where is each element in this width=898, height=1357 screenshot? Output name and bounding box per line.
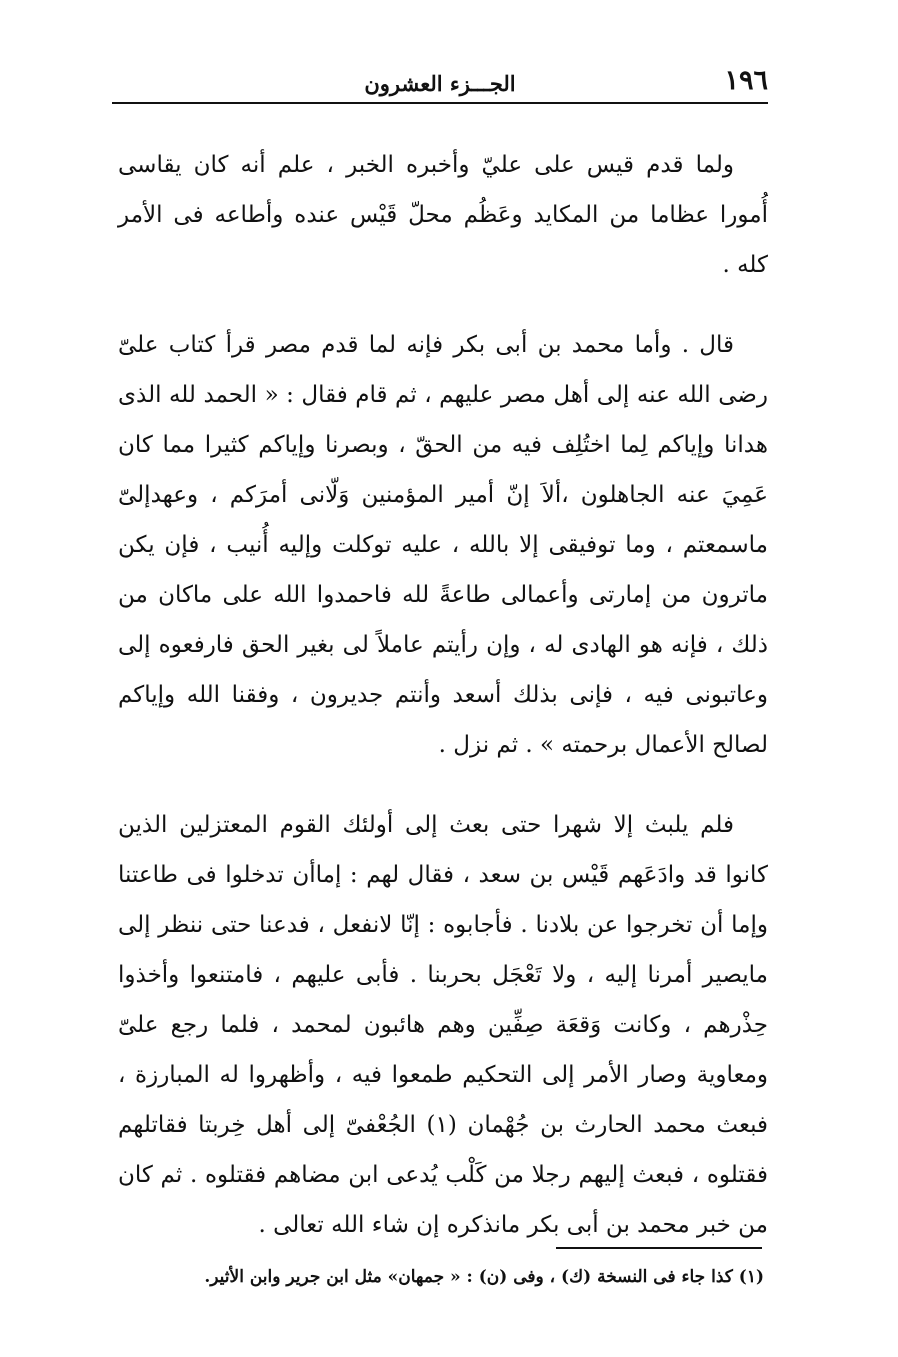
footnote: (١) كذا جاء فى النسخة (ك) ، وفى (ن) : « جمهان» مثل ابن جرير وابن الأثير.	[204, 1267, 764, 1287]
main-text	[118, 140, 768, 1250]
page-header	[112, 62, 768, 104]
running-title: الجـــزء العشرون	[364, 71, 516, 96]
paragraph-1: ولما قدم قيس على عليّ وأخبره الخبر ، علم أنه كان يقاسى أُمورا عظاما من المكايد وعَظُم محلّ قَيْس عنده وأطاعه فى الأمر كله .	[118, 152, 768, 278]
paragraph-3: فلم يلبث إلا شهرا حتى بعث إلى أولئك القوم المعتزلين الذين كانوا قد وادَعَهم قَيْس بن سعد ، فقال لهم : إماأن تدخلوا فى طاعتنا وإما أن تخرجوا عن بلادنا . فأجابوه : إنّا لانفعل ، فدعنا حتى ننظر إلى مايصير أمرنا إليه ، ولا تَعْجَل بحربنا . فأبى عليهم ، فامتنعوا وأخذوا حِذْرهم ، وكانت وَقعَة صِفِّين وهم هائبون لمحمد ، فلما رجع علىّ ومعاوية وصار الأمر إلى التحكيم طمعوا فيه ، وأظهروا له المبارزة ، فبعث محمد الحارث بن جُهْمان (١) الجُعْفىّ إلى أهل خِربتا فقاتلهم فقتلوه ، فبعث إليهم رجلا من كَلْب يُدعى ابن مضاهم فقتلوه . ثم كان من خبر محمد بن أبى بكر مانذكره إن شاء الله تعالى .	[118, 812, 768, 1238]
paragraph-2: قال . وأما محمد بن أبى بكر فإنه لما قدم مصر قرأ كتاب علىّ رضى الله عنه إلى أهل مصر عليهم ، ثم قام فقال : « الحمد لله الذى هدانا وإياكم لِما اختُلِف فيه من الحقّ ، وبصرنا وإياكم كثيرا مما كان عَمِيَ عنه الجاهلون ،ألاَ إنّ أمير المؤمنين وَلّانى أمرَكم ، وعهدإلىّ ماسمعتم ، وما توفيقى إلا بالله ، عليه توكلت وإليه أُنيب ، فإن يكن ماترون من إمارتى وأعمالى طاعةً لله فاحمدوا الله على ماكان من ذلك ، فإنه هو الهادى له ، وإن رأيتم عاملاً لى بغير الحق فارفعوه إلى وعاتبونى فيه ، فإنى بذلك أسعد وأنتم جديرون ، وفقنا الله وإياكم لصالح الأعمال برحمته » . ثم نزل .	[118, 332, 768, 758]
page-number: ١٩٦	[724, 65, 768, 96]
footnote-divider	[556, 1247, 762, 1249]
